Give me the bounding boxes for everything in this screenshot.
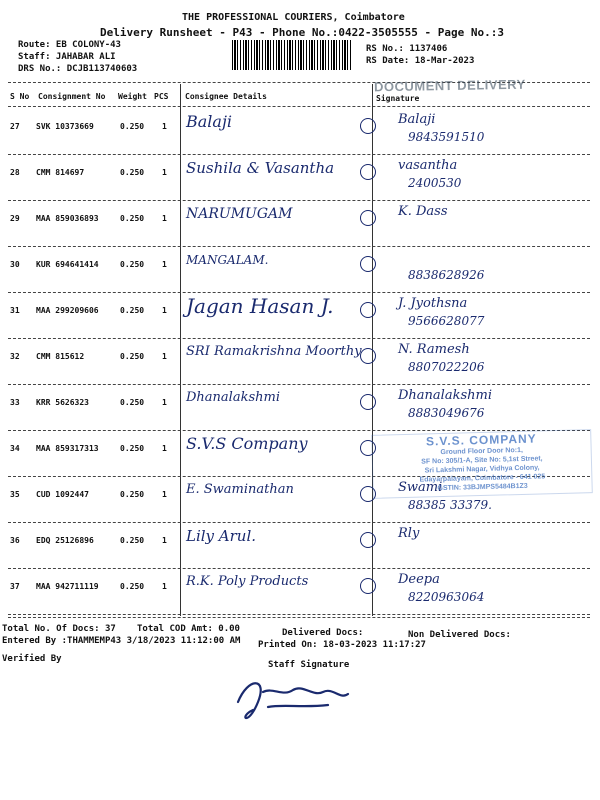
row-weight: 0.250 — [120, 490, 145, 499]
row-sno: 34 — [10, 444, 20, 453]
document-delivery-stamp: DOCUMENT DELIVERY — [373, 76, 526, 95]
row-pcs: 1 — [162, 582, 167, 591]
company-name: THE PROFESSIONAL COURIERS, Coimbatore — [182, 12, 405, 23]
stamp-line-4: Edayarpalayam, Coimbatore - 641 025 — [419, 473, 546, 484]
row-consignee-handwritten: NARUMUGAM — [186, 206, 293, 222]
row-sno: 33 — [10, 398, 20, 407]
col-sno: S No — [10, 92, 30, 101]
row-phone-number: 9566628077 — [408, 314, 485, 328]
non-delivered-docs: Non Delivered Docs: — [408, 630, 511, 640]
row-phone-number: 8807022206 — [408, 360, 485, 374]
receiver-mark-icon — [360, 302, 376, 318]
row-separator — [8, 246, 590, 247]
rs-number: RS No.: 1137406 — [366, 44, 448, 54]
total-cod: Total COD Amt: 0.00 — [137, 624, 240, 634]
row-pcs: 1 — [162, 352, 167, 361]
col-pcs: PCS — [154, 92, 169, 101]
receiver-mark-icon — [360, 164, 376, 180]
row-signature: N. Ramesh — [398, 342, 470, 357]
row-pcs: 1 — [162, 214, 167, 223]
receiver-mark-icon — [360, 348, 376, 364]
row-weight: 0.250 — [120, 398, 145, 407]
row-separator — [8, 292, 590, 293]
row-weight: 0.250 — [120, 168, 145, 177]
row-phone-number: 9843591510 — [408, 130, 485, 144]
row-consignment-no: EDQ 25126896 — [36, 536, 94, 545]
col-consignment: Consignment No — [38, 92, 106, 101]
row-signature: Deepa — [398, 572, 440, 587]
row-signature: vasantha — [398, 158, 458, 173]
row-sno: 32 — [10, 352, 20, 361]
row-consignment-no: KUR 694641414 — [36, 260, 99, 269]
row-sno: 35 — [10, 490, 20, 499]
header-bottom-rule — [8, 106, 590, 107]
drs-number: DRS No.: DCJB113740603 — [18, 64, 138, 74]
receiver-mark-icon — [360, 578, 376, 594]
stamp-line-1: Ground Floor Door No:1, — [440, 446, 523, 457]
row-consignee-handwritten: E. Swaminathan — [186, 482, 294, 497]
row-pcs: 1 — [162, 168, 167, 177]
stamp-line-3: Sri Lakshmi Nagar, Vidhya Colony, — [424, 464, 540, 475]
row-signature: Swami — [398, 480, 443, 495]
runsheet-title: Delivery Runsheet - P43 - Phone No.:0422-3505555 - Page No.:3 — [100, 26, 504, 39]
row-sno: 36 — [10, 536, 20, 545]
row-weight: 0.250 — [120, 214, 145, 223]
row-pcs: 1 — [162, 490, 167, 499]
row-separator — [8, 154, 590, 155]
row-signature: Balaji — [398, 112, 436, 127]
row-consignment-no: MAA 942711119 — [36, 582, 99, 591]
row-consignment-no: SVK 10373669 — [36, 122, 94, 131]
staff-signature-label: Staff Signature — [268, 660, 350, 670]
row-pcs: 1 — [162, 536, 167, 545]
row-weight: 0.250 — [120, 444, 145, 453]
row-consignment-no: MAA 859317313 — [36, 444, 99, 453]
receiver-mark-icon — [360, 532, 376, 548]
row-weight: 0.250 — [120, 536, 145, 545]
row-signature: J. Jyothsna — [398, 296, 468, 311]
row-consignee-handwritten: MANGALAM. — [186, 253, 269, 267]
receiver-mark-icon — [360, 394, 376, 410]
stamp-line-5: GSTIN: 33BJMPS5484B1Z3 — [437, 482, 528, 493]
row-pcs: 1 — [162, 444, 167, 453]
barcode — [232, 40, 352, 70]
row-consignment-no: CMM 815612 — [36, 352, 85, 361]
row-consignee-handwritten: Sushila & Vasantha — [186, 159, 335, 177]
row-phone-number: 8220963064 — [408, 590, 485, 604]
row-pcs: 1 — [162, 260, 167, 269]
row-sno: 28 — [10, 168, 20, 177]
row-separator — [8, 614, 590, 615]
row-phone-number: 8838628926 — [408, 268, 485, 282]
receiver-mark-icon — [360, 256, 376, 272]
row-consignee-handwritten: Balaji — [186, 112, 233, 131]
row-phone-number: 88385 33379. — [408, 498, 492, 512]
row-weight: 0.250 — [120, 306, 145, 315]
row-consignee-handwritten: Lily Arul. — [186, 527, 257, 545]
row-consignment-no: MAA 299209606 — [36, 306, 99, 315]
consignee-column-line — [180, 84, 181, 616]
row-consignment-no: MAA 859036893 — [36, 214, 99, 223]
row-separator — [8, 200, 590, 201]
entered-by: Entered By :THAMMEMP43 3/18/2023 11:12:00 AM — [2, 636, 241, 646]
staff-signature-scribble — [228, 672, 358, 722]
row-weight: 0.250 — [120, 352, 145, 361]
col-weight: Weight — [118, 92, 147, 101]
row-separator — [8, 522, 590, 523]
row-consignee-handwritten: Jagan Hasan J. — [186, 294, 334, 318]
row-consignee-handwritten: R.K. Poly Products — [186, 574, 309, 589]
row-sno: 29 — [10, 214, 20, 223]
row-sno: 27 — [10, 122, 20, 131]
rs-date: RS Date: 18-Mar-2023 — [366, 56, 475, 66]
svs-company-stamp — [371, 429, 593, 499]
row-pcs: 1 — [162, 122, 167, 131]
row-consignment-no: CMM 814697 — [36, 168, 85, 177]
row-pcs: 1 — [162, 306, 167, 315]
row-signature: Rly — [398, 526, 420, 541]
delivered-docs: Delivered Docs: — [282, 628, 364, 638]
verified-by: Verified By — [2, 654, 62, 664]
row-consignment-no: CUD 1092447 — [36, 490, 89, 499]
row-phone-number: 2400530 — [408, 176, 462, 190]
row-consignee-handwritten: SRI Ramakrishna Moorthy — [186, 344, 362, 359]
row-phone-number: 8883049676 — [408, 406, 485, 420]
footer-top-rule — [8, 617, 590, 618]
stamp-line-2: SF No: 305/1-A, Site No: 5,1st Street, — [421, 455, 543, 466]
receiver-mark-icon — [360, 210, 376, 226]
row-signature: Dhanalakshmi — [398, 388, 492, 403]
row-separator — [8, 384, 590, 385]
col-consignee: Consignee Details — [185, 92, 267, 101]
row-separator — [8, 568, 590, 569]
row-signature: K. Dass — [398, 204, 448, 219]
row-sno: 37 — [10, 582, 20, 591]
route-label: Route: EB COLONY-43 — [18, 40, 121, 50]
row-sno: 30 — [10, 260, 20, 269]
row-consignment-no: KRR 5626323 — [36, 398, 89, 407]
stamp-company-name: S.V.S. COMPANY — [425, 431, 537, 449]
row-consignee-handwritten: S.V.S Company — [186, 434, 308, 453]
row-weight: 0.250 — [120, 260, 145, 269]
row-weight: 0.250 — [120, 122, 145, 131]
receiver-mark-icon — [360, 118, 376, 134]
col-signature: Signature — [376, 94, 420, 103]
row-consignee-handwritten: Dhanalakshmi — [186, 390, 280, 405]
staff-label: Staff: JAHABAR ALI — [18, 52, 116, 62]
row-weight: 0.250 — [120, 582, 145, 591]
row-separator — [8, 338, 590, 339]
printed-on: Printed On: 18-03-2023 11:17:27 — [258, 640, 426, 650]
row-sno: 31 — [10, 306, 20, 315]
total-docs: Total No. Of Docs: 37 — [2, 624, 116, 634]
row-pcs: 1 — [162, 398, 167, 407]
